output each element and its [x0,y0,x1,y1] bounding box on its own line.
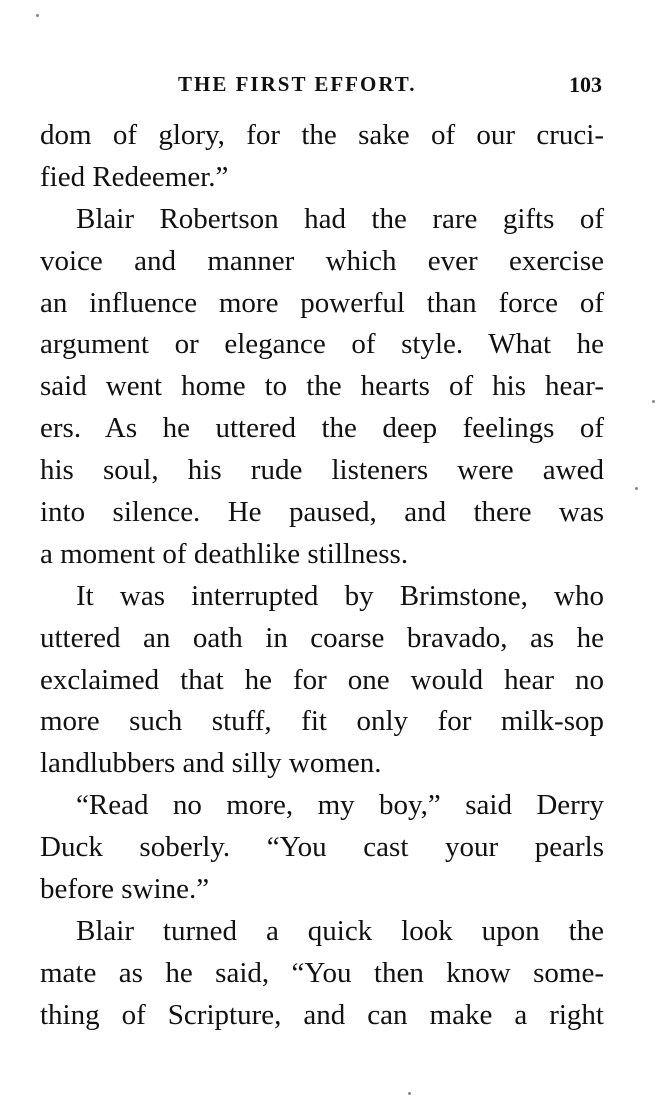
text-line: landlubbers and silly women. [40,747,382,780]
print-speck [408,1092,411,1095]
text-line: Duck soberly. “You cast your pearls [40,831,604,864]
page-header [40,72,604,104]
text-line: a moment of deathlike stillness. [40,537,409,570]
text-line: Blair Robertson had the rare gifts of [76,202,604,235]
text-line: Blair turned a quick look upon the [76,914,604,947]
running-title: THE FIRST EFFORT. [178,72,417,96]
text-line: It was interrupted by Brimstone, who [76,579,604,612]
text-line: dom of glory, for the sake of our cruci- [40,119,604,151]
print-speck [36,14,39,17]
body-text [40,115,604,1037]
text-line: fied Redeemer.” [40,160,229,193]
text-line: “Read no more, my boy,” said Derry [76,789,604,822]
print-speck [635,487,638,490]
text-line: an influence more powerful than force of [40,286,604,319]
text-line: into silence. He paused, and there was [40,496,604,529]
text-line: before swine.” [40,873,210,906]
text-line: argument or elegance of style. What he [40,328,604,361]
text-line: said went home to the hearts of his hear- [40,370,604,403]
text-line: exclaimed that he for one would hear no [40,663,604,696]
text-line: his soul, his rude listeners were awed [40,454,604,487]
text-line: ers. As he uttered the deep feelings of [40,412,604,445]
text-line: thing of Scripture, and can make a right [40,998,604,1031]
text-line: voice and manner which ever exercise [40,244,604,277]
print-speck [652,400,655,403]
text-line: mate as he said, “You then know some- [40,956,604,989]
text-line: more such stuff, fit only for milk-sop [40,705,604,738]
page-number: 103 [569,72,602,97]
text-line: uttered an oath in coarse bravado, as he [40,621,604,654]
